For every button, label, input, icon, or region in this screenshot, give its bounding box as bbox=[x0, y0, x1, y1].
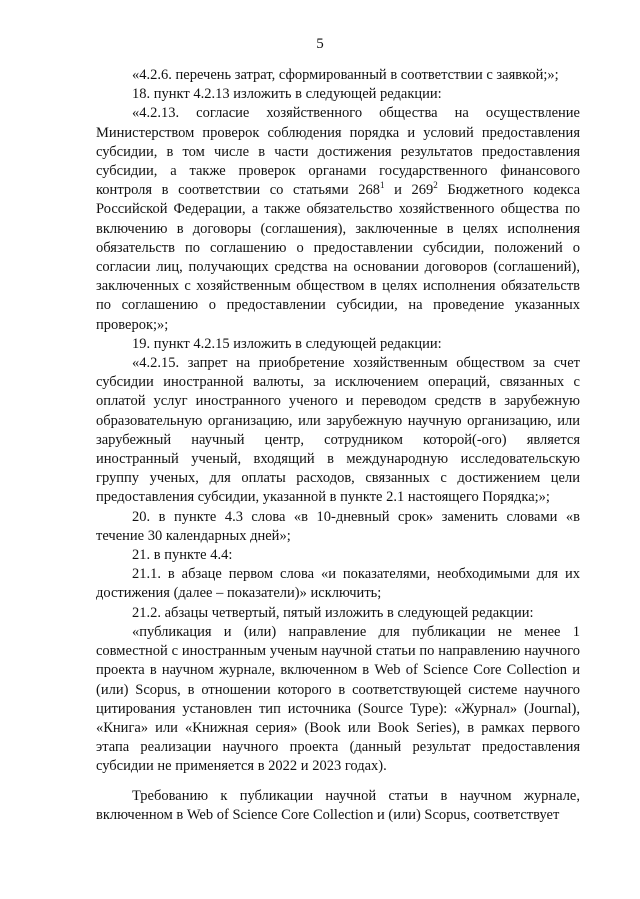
paragraph-item-21-1: 21.1. в абзаце первом слова «и показателями, необходимыми для их достижения (далее – показатели)» исключить; bbox=[96, 566, 580, 602]
document-body bbox=[96, 66, 580, 825]
paragraph-4-2-13-part1: «4.2.13. согласие хозяйственного общества на осуществление Министерством проверок соблюдения порядка и условий предоставления субсидии, в том числе в части достижения результатов предоставления субсидии, а также проверок органами государственного финансового контроля в соответствии со статьями 268 bbox=[96, 105, 580, 199]
paragraph-item-18: 18. пункт 4.2.13 изложить в следующей редакции: bbox=[132, 86, 442, 103]
paragraph-4-2-15: «4.2.15. запрет на приобретение хозяйственным обществом за счет субсидии иностранной валюты, за исключением операций, связанных с оплатой услуг иностранного ученого и переводом средств в зарубежную образовательную организацию, или зарубежную научную организацию, или зарубежный научный центр, сотрудником которой(-ого) является иностранный ученый, входящий в международную исследовательскую группу ученых, для оплаты расходов, связанных с достижением цели предоставления субсидии, указанной в пункте 2.1 настоящего Порядка;»; bbox=[96, 355, 580, 506]
paragraph-item-19: 19. пункт 4.2.15 изложить в следующей редакции: bbox=[132, 335, 442, 352]
paragraph-4-2-13-part2: и 269 bbox=[384, 182, 434, 199]
footnote-sup-2: 2 bbox=[433, 180, 438, 191]
paragraph-publication-criteria: Требованию к публикации научной статьи в научном журнале, включенном в Web of Science Core Collection и (или) Scopus, соответствует bbox=[96, 787, 580, 823]
footnote-sup-1: 1 bbox=[380, 180, 385, 191]
paragraph-4-2-13-part3: Бюджетного кодекса Российской Федерации, а также обязательство хозяйственного общества по включению в договоры (соглашения), заключенные в целях исполнения обязательств по соглашению о предоставлении субсидии, положений о согласии лиц, получающих средства на основании договоров (соглашений), заключенных с хозяйственным обществом в целях исполнения обязательств по соглашению о предоставлении субсидии, на проведение указанных проверок;»; bbox=[96, 182, 580, 333]
paragraph-publication-requirement: «публикация и (или) направление для публикации не менее 1 совместной с иностранным ученым научной статьи по направлению научного проекта в научном журнале, включенном в Web of Science Core Collection и (или) Scopus, в отношении которого в соответствующей системе научного цитирования установлен тип источника (Source Type): «Журнал» (Journal), «Книга» или «Книжная серия» (Book или Book Series), в рамках первого этапа реализации научного проекта (данный результат предоставления субсидии не применяется в 2022 и 2023 годах). bbox=[96, 623, 580, 775]
paragraph-item-20: 20. в пункте 4.3 слова «в 10-дневный срок» заменить словами «в течение 30 календарных дней»; bbox=[96, 508, 580, 544]
paragraph-item-21: 21. в пункте 4.4: bbox=[132, 547, 233, 564]
paragraph-4-2-13 bbox=[96, 104, 580, 334]
page-number: 5 bbox=[316, 36, 324, 52]
paragraph-4-2-6: «4.2.6. перечень затрат, сформированный в соответствии с заявкой;»; bbox=[132, 67, 559, 83]
paragraph-item-21-2: 21.2. абзацы четвертый, пятый изложить в следующей редакции: bbox=[132, 604, 534, 621]
